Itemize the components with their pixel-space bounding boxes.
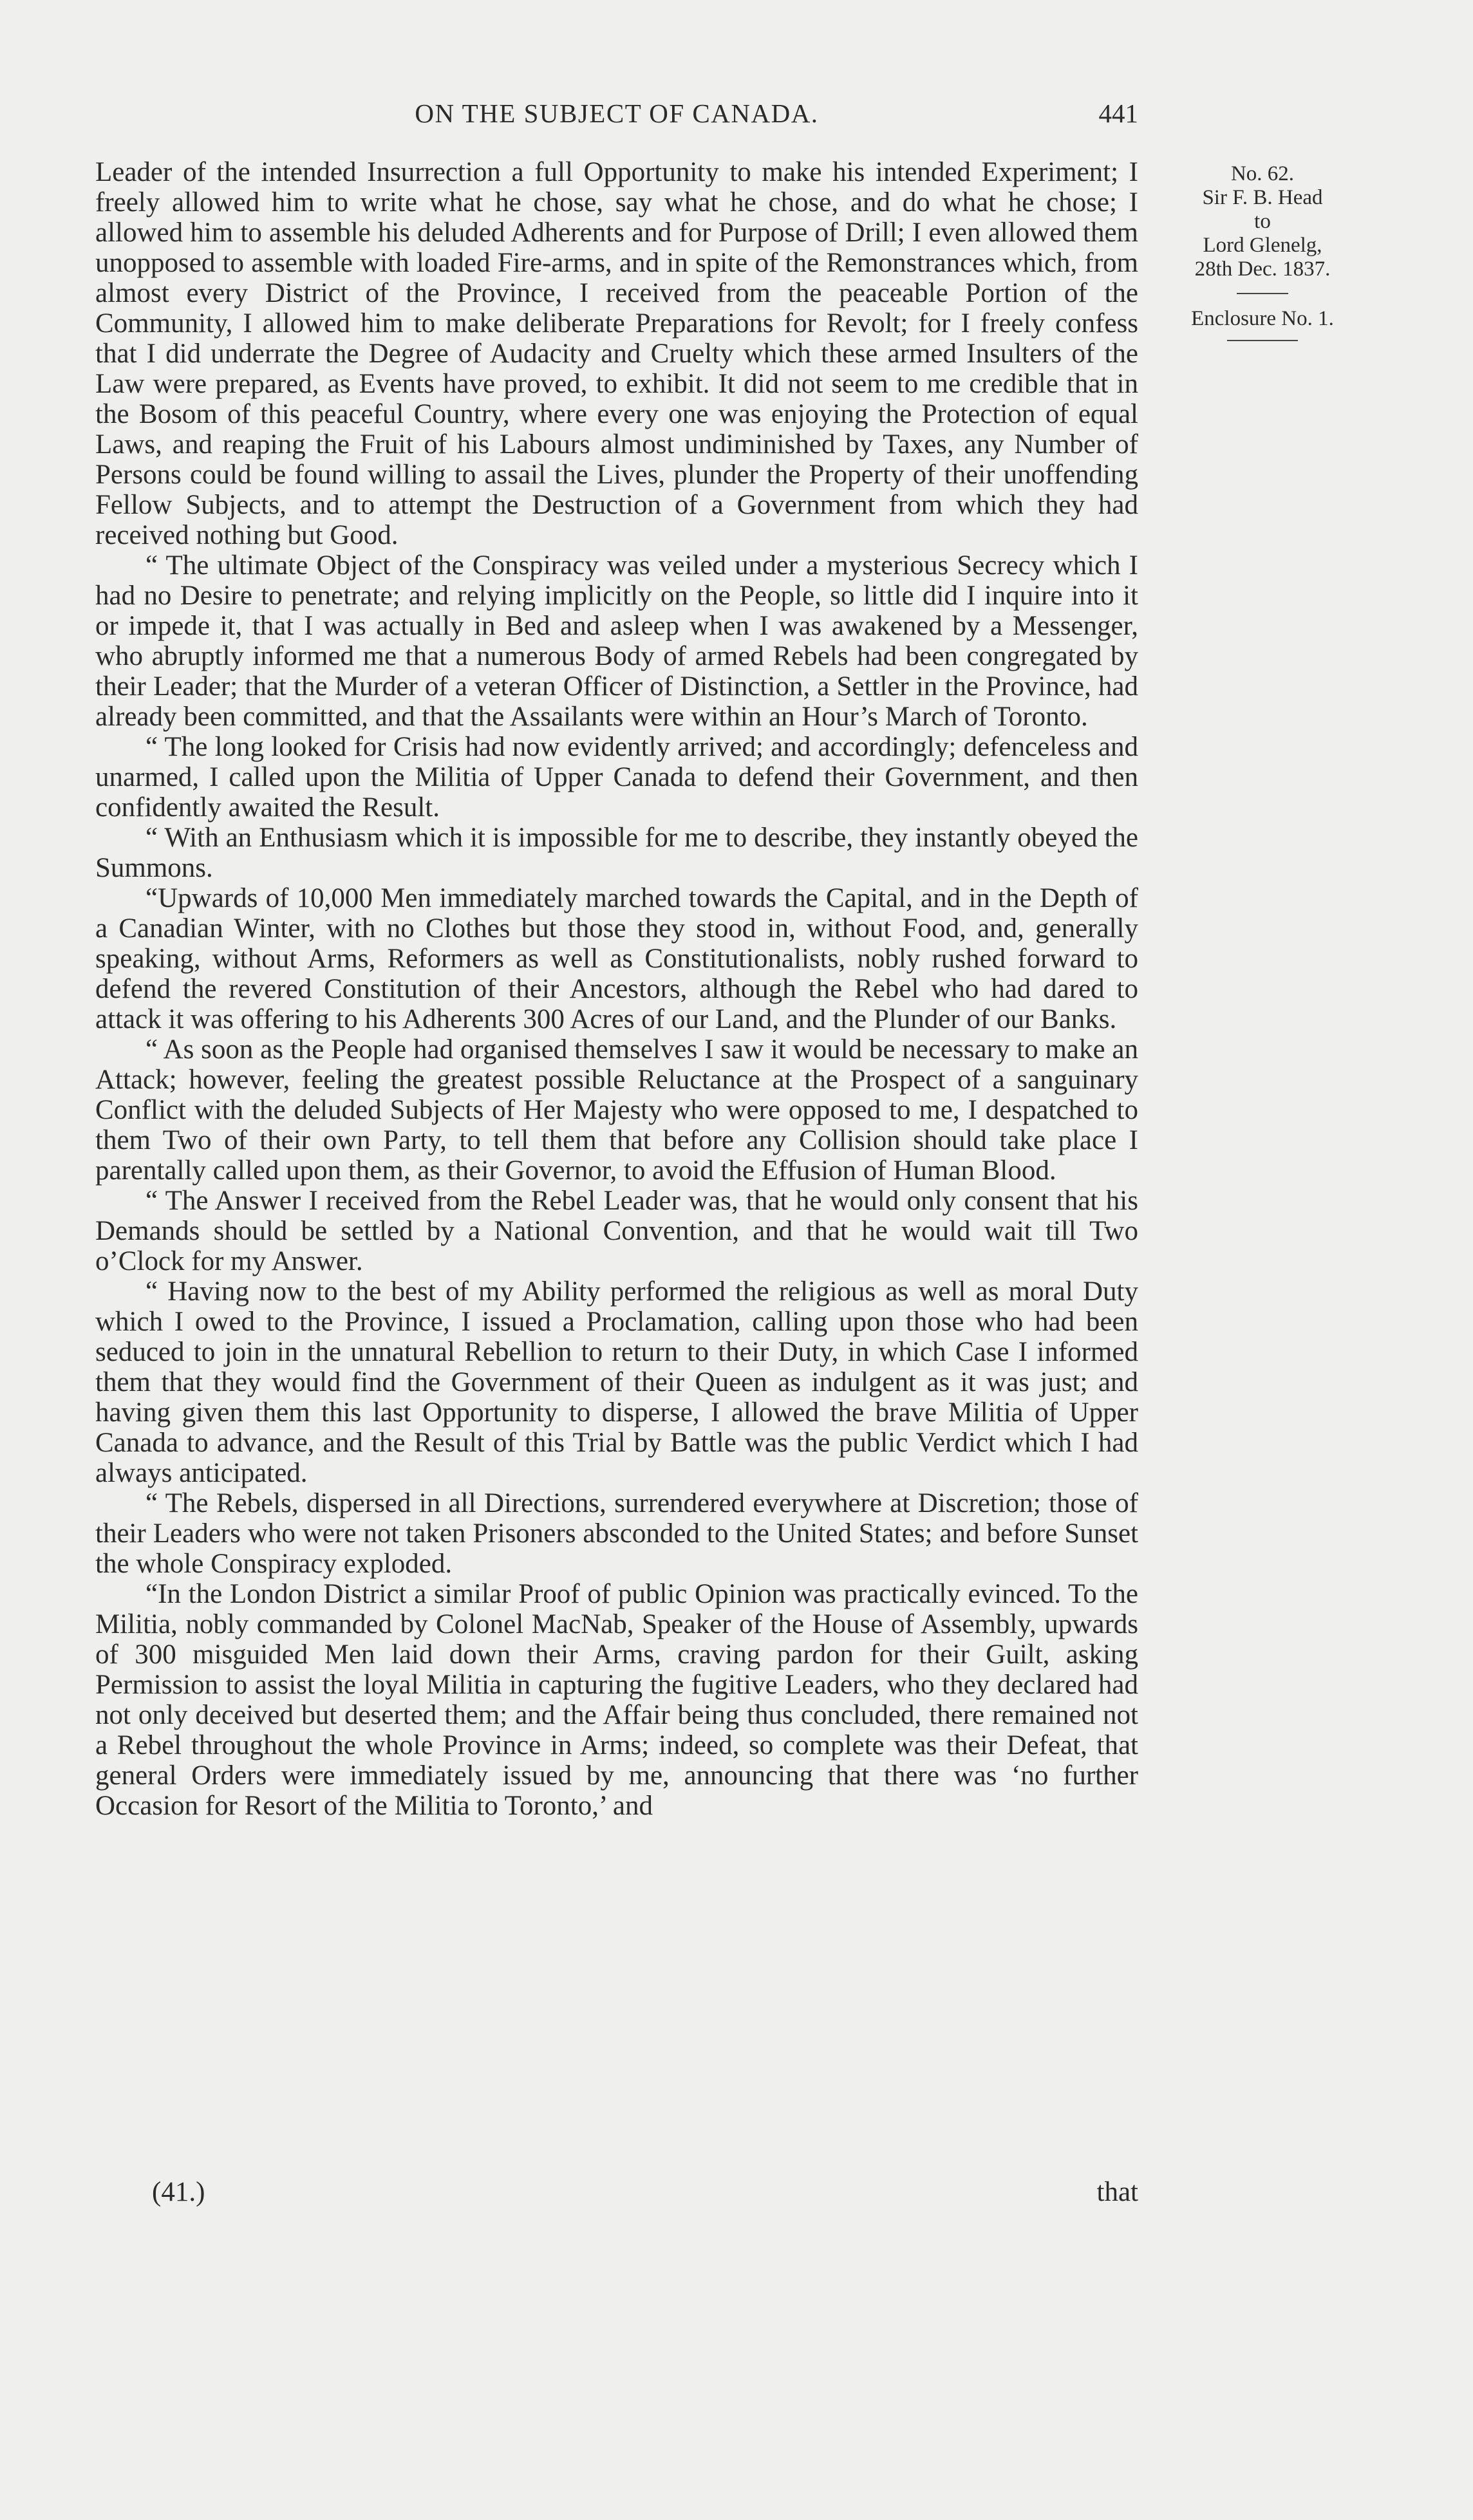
recipient: Lord Glenelg, <box>1203 234 1322 257</box>
paragraph-1: Leader of the intended Insurrection a full Opportunity to make his intended Experiment; I freely allowed him to write what he chose, say what he chose, and do what he chose; I allowed him to assemble his deluded Adherents and for Purpose of Drill; I even allowed them unopposed to assemble with loaded Fire-arms, and in spite of the Remonstrances which, from almost every District of the Province, I received from the peaceable Portion of the Community, I allowed him to make deliberate Preparations for Revolt; for I freely confess that I did underrate the Degree of Audacity and Cruelty which these armed Insulters of the Law were prepared, as Events have proved, to exhibit. It did not seem to me credible that in the Bosom of this peaceful Country, where every one was enjoying the Protection of equal Laws, and reaping the Fruit of his Labours almost undiminished by Taxes, any Number of Persons could be found willing to assail the Lives, plunder the Property of their unoffending Fellow Subjects, and to attempt the Destruction of a Government from which they had received nothing but Good. <box>95 157 1138 550</box>
paragraph-5: “Upwards of 10,000 Men immediately marched towards the Capital, and in the Depth of a Canadian Winter, with no Clothes but those they stood in, without Food, and, generally speaking, without Arms, Reformers as well as Constitutionalists, nobly rushed forward to defend the revered Constitution of their Ancestors, although the Rebel who had dared to attack it was offering to his Adherents 300 Acres of our Land, and the Plunder of our Banks. <box>95 883 1138 1034</box>
paragraph-8: “ Having now to the best of my Ability performed the religious as well as moral Duty which I owed to the Province, I issued a Proclamation, calling upon those who had been seduced to join in the unnatural Rebellion to return to their Duty, in which Case I informed them that they would find the Government of their Queen as indulgent as it was just; and having given them this last Opportunity to disperse, I allowed the brave Militia of Upper Canada to advance, and the Result of this Trial by Battle was the public Verdict which I had always anticipated. <box>95 1276 1138 1488</box>
paragraph-6: “ As soon as the People had organised themselves I saw it would be necessary to make an Attack; however, feeling the greatest possible Reluctance at the Prospect of a sanguinary Conflict with the deluded Subjects of Her Majesty who were opposed to me, I despatched to them Two of their own Party, to tell them that before any Collision should take place I parentally called upon them, as their Governor, to avoid the Effusion of Human Blood. <box>95 1034 1138 1186</box>
running-title: ON THE SUBJECT OF CANADA. <box>415 98 819 128</box>
running-head <box>95 98 1138 134</box>
paragraph-7: “ The Answer I received from the Rebel Leader was, that he would only consent that his Demands should be settled by a National Convention, and that he would wait till Two o’Clock for my Answer. <box>95 1186 1138 1276</box>
paragraph-10: “In the London District a similar Proof of public Opinion was practically evinced. To the Militia, nobly commanded by Colonel MacNab, Speaker of the House of Assembly, upwards of 300 misguided Men laid down their Arms, craving pardon for their Guilt, asking Permission to assist the loyal Militia in capturing the fugitive Leaders, who they declared had not only deceived but deserted them; and the Affair being thus concluded, there remained not a Rebel throughout the whole Province in Arms; indeed, so complete was their Defeat, that general Orders were immediately issued by me, announcing that there was ‘no further Occasion for Resort of the Militia to Toronto,’ and <box>95 1579 1138 1821</box>
paragraph-3: “ The long looked for Crisis had now evidently arrived; and accordingly; defenceless and unarmed, I called upon the Militia of Upper Canada to defend their Government, and then confidently awaited the Result. <box>95 732 1138 823</box>
body-text <box>95 157 1138 1821</box>
signature-mark: (41.) <box>152 2177 205 2207</box>
catchword: that <box>1096 2177 1138 2207</box>
enclosure-label: Enclosure No. 1. <box>1191 307 1334 330</box>
paragraph-2: “ The ultimate Object of the Conspiracy was veiled under a mysterious Secrecy which I had no Desire to penetrate; and relying implicitly on the People, so little did I inquire into it or impede it, that I was actually in Bed and asleep when I was awakened by a Messenger, who abruptly informed me that a numerous Body of armed Rebels had been congregated by their Leader; that the Murder of a veteran Officer of Distinction, a Settler in the Province, had already been committed, and that the Assailants were within an Hour’s March of Toronto. <box>95 550 1138 732</box>
page-number: 441 <box>1098 98 1138 128</box>
margin-rule <box>1237 293 1288 294</box>
sender: Sir F. B. Head <box>1202 186 1323 209</box>
paragraph-4: “ With an Enthusiasm which it is impossible for me to describe, they instantly obeyed the Summons. <box>95 823 1138 883</box>
document-date: 28th Dec. 1837. <box>1194 257 1331 281</box>
margin-rule-bottom <box>1227 340 1298 341</box>
page-footer <box>95 2176 1138 2208</box>
document-number: No. 62. <box>1230 162 1295 185</box>
margin-note <box>1156 162 1369 341</box>
to-word: to <box>1254 210 1271 233</box>
paragraph-9: “ The Rebels, dispersed in all Directions, surrendered everywhere at Discretion; those of their Leaders who were not taken Prisoners absconded to the United States; and before Sunset the whole Conspiracy exploded. <box>95 1488 1138 1579</box>
